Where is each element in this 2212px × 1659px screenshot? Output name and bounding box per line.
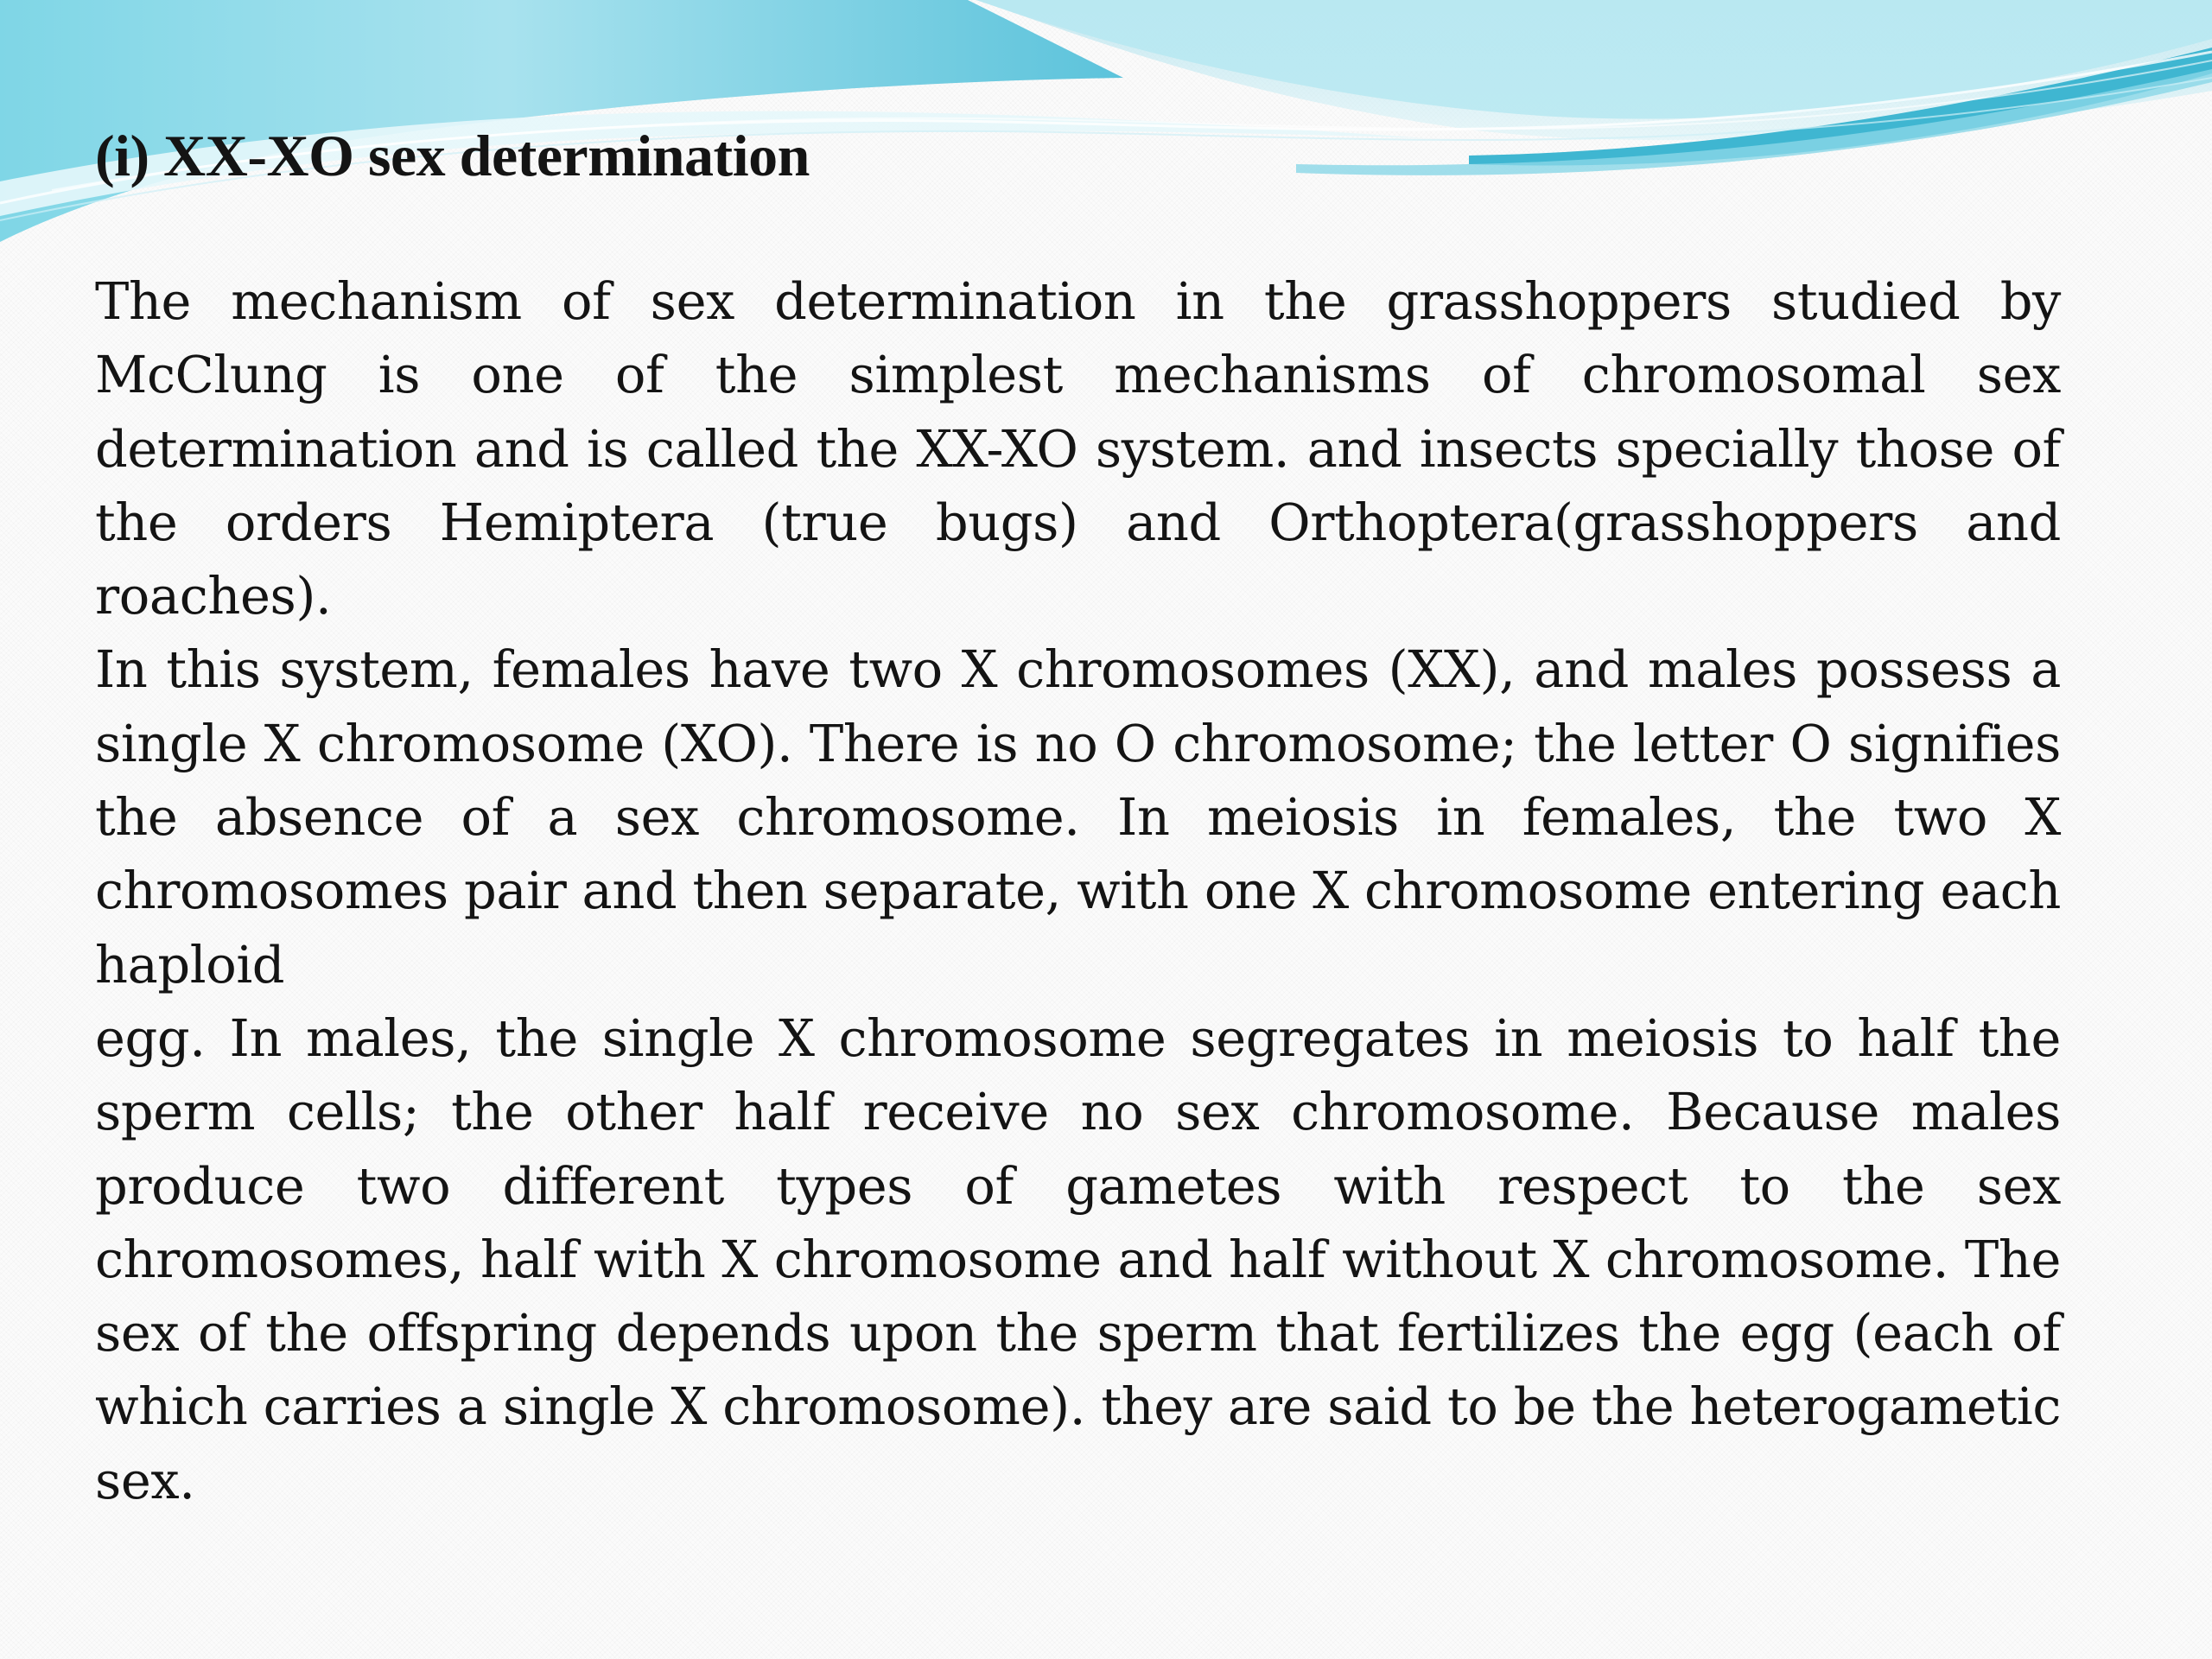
paragraph-male-meiosis: egg. In males, the single X chromosome segregates in meiosis to half the sperm cells; the other half receive no sex chromosome. Because males produce two different types of gametes with respect to the sex chromosomes, half with X chromosome and half without X chromosome. The sex of the offspring depends upon the sperm that fertilizes the egg (each of which carries a single X chromosome). they are said to be the heterogametic sex. bbox=[95, 1007, 2061, 1510]
paragraph-intro: The mechanism of sex determination in the grasshoppers studied by McClung is one of the simplest mechanisms of chromosomal sex determination and is called the XX-XO system. and insects specially those of the orders Hemiptera (true bugs) and Orthoptera(grasshoppers and roaches). bbox=[95, 271, 2061, 626]
paragraph-system-description: In this system, females have two X chromosomes (XX), and males possess a single X chromosome (XO). There is no O chromosome; the letter O signifies the absence of a sex chromosome. In meiosis in females, the two X chromosomes pair and then separate, with one X chromosome entering each haploid bbox=[95, 639, 2061, 995]
slide-body bbox=[95, 264, 2061, 1517]
slide-content bbox=[95, 119, 2061, 1517]
slide-heading: (i) XX-XO sex determination bbox=[95, 123, 810, 188]
